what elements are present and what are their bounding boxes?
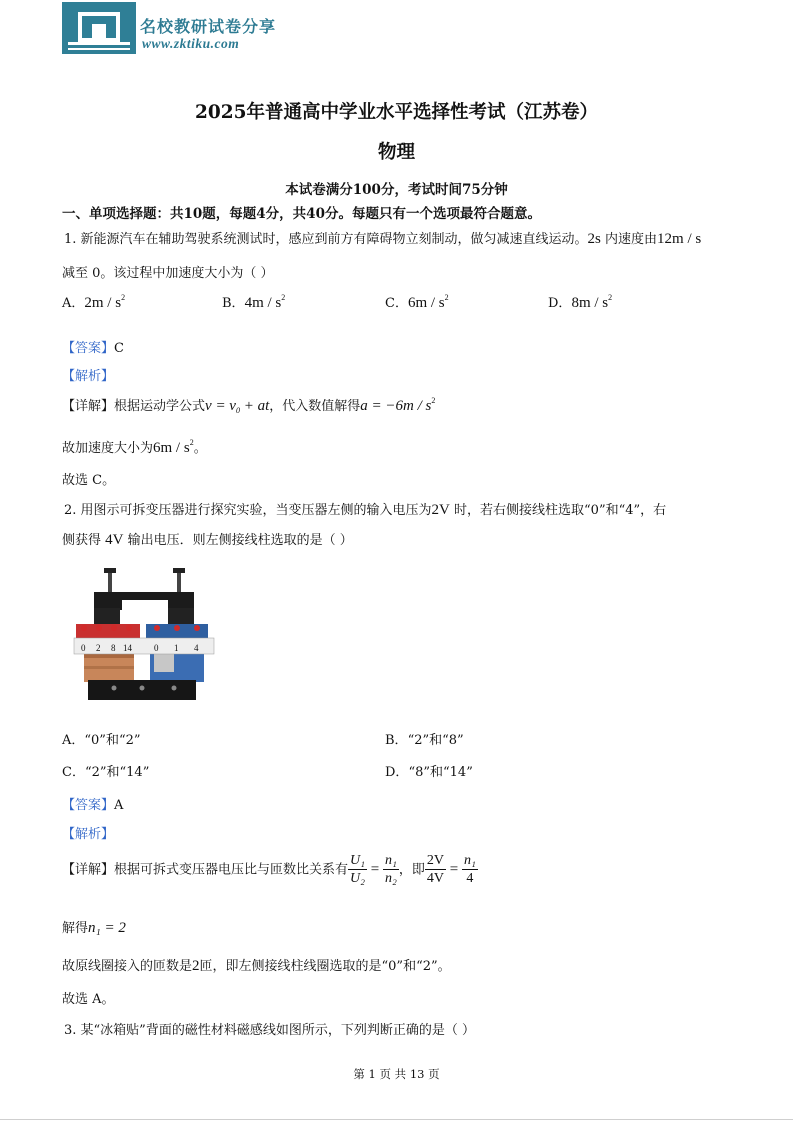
- fraction: $\frac{2V}{4V}$: [426, 853, 444, 886]
- page-number: 第 1 页 共 13 页: [353, 1067, 440, 1081]
- right-terminal-label: 4: [194, 643, 199, 653]
- transformer-icon: [70, 562, 220, 704]
- q1-answer: 【答案】C: [62, 341, 124, 356]
- left-terminal-label: 14: [123, 643, 132, 653]
- q1-detail: 【详解】根据运动学公式$v = v_0$ + at，代入数值解得$a = -6m / s^2$: [62, 396, 436, 415]
- q1-option-c[interactable]: C．$6m / s^2$: [385, 293, 449, 311]
- right-terminal-label: 1: [174, 643, 179, 653]
- q1-choose: 故选 C。: [62, 473, 116, 488]
- fraction: $\frac{\text{n₁}}{4}$: [463, 853, 476, 886]
- q1-time: 2s: [587, 231, 601, 247]
- q1-option-b[interactable]: B．$4m / s^2$: [222, 293, 286, 311]
- section-heading: 一、单项选择题：共10题，每题4分，共40分。每题只有一个选项最符合题意。: [62, 206, 541, 222]
- right-terminal-label: 0: [154, 643, 159, 653]
- left-terminal-label: 8: [111, 643, 116, 653]
- left-terminal-label: 2: [96, 643, 101, 653]
- q2-option-c[interactable]: C．“2”和“14”: [62, 765, 150, 780]
- fraction: $\frac{\text{U₁}}{\text{U₂}}$: [350, 853, 366, 886]
- exam-note: 本试卷满分100分，考试时间75分钟: [285, 182, 508, 198]
- q1-conclusion: 故加速度大小为$6m / s^2$。: [62, 438, 207, 456]
- page-edge-divider: [0, 1119, 793, 1120]
- q2-conclusion: 故原线圈接入的匝数是2匝，即左侧接线柱线圈选取的是“0”和“2”。: [62, 958, 451, 974]
- exam-subject: 物理: [377, 142, 415, 163]
- q2-stem-line2: 侧获得 4V 输出电压．则左侧接线柱选取的是（ ）: [62, 532, 353, 548]
- q2-detail: 【详解】根据可拆式变压器电压比与匝数比关系有 $\frac{\text{U₁}}{\text{U₂}}$ = $\frac{\text{n₁}}{\text{n₂}}$ ，即 $\frac{2V}{4V}$ = $\frac{\text{n₁}}{4}$: [62, 853, 476, 886]
- site-name: 名校教研试卷分享: [140, 17, 277, 36]
- q3-stem: 3. 某“冰箱贴”背面的磁性材料磁感线如图所示，下列判断正确的是（ ）: [64, 1023, 475, 1038]
- q1-stem-text: 1. 新能源汽车在辅助驾驶系统测试时，感应到前方有障碍物立刻制动，做匀减速直线运动。: [64, 232, 588, 247]
- q1-stem-line1: [64, 228, 701, 248]
- q1-stem-text-b: 内速度由: [605, 232, 658, 247]
- q1-analysis-tag: 【解析】: [62, 369, 115, 384]
- q1-speed: 12m / s: [657, 231, 702, 247]
- q2-analysis-tag: 【解析】: [62, 827, 115, 842]
- q1-option-a[interactable]: A．$2m / s^2$: [62, 293, 126, 311]
- q2-option-b[interactable]: B．“2”和“8”: [385, 733, 464, 748]
- exam-title: 2025年普通高中学业水平选择性考试（江苏卷）: [195, 102, 598, 123]
- transformer-figure: [70, 562, 220, 704]
- q2-option-a[interactable]: A．“0”和“2”: [62, 733, 141, 748]
- q1-option-d[interactable]: D．$8m / s^2$: [548, 293, 613, 311]
- left-terminal-label: 0: [81, 643, 86, 653]
- q2-choose: 故选 A。: [62, 992, 115, 1007]
- logo: [62, 2, 136, 54]
- logo-emblem-icon: [62, 2, 136, 54]
- q2-answer: 【答案】A: [62, 798, 124, 813]
- q2-solve: 解得n₁ = 2: [62, 920, 126, 936]
- fraction: $\frac{\text{n₁}}{\text{n₂}}$: [384, 853, 397, 886]
- q2-stem-line1: 2. 用图示可拆变压器进行探究实验，当变压器左侧的输入电压为2V 时，若右侧接线柱选取“0”和“4”，右: [64, 502, 667, 518]
- q2-option-d[interactable]: D．“8”和“14”: [385, 765, 473, 780]
- q1-stem-line2: 减至 0。该过程中加速度大小为（ ）: [62, 266, 274, 281]
- site-url[interactable]: www.zktiku.com: [142, 36, 240, 51]
